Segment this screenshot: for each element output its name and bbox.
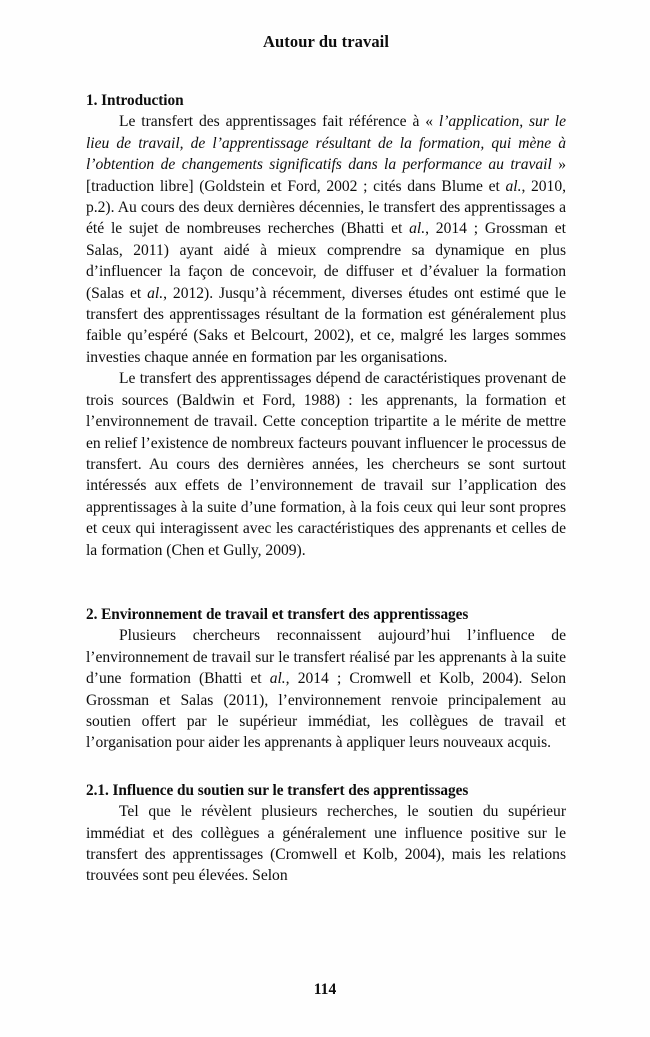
paragraph-intro-p2: Le transfert des apprentissages dépend de caractéristiques provenant de trois sources (Baldwin et Ford, 1988) : les apprenants, la formation et l’environnement de travail. Cette conception tripartite a le mérite de mettre en relief l’existence de nombreux facteurs pouvant influencer le processus de transfert. Au cours des dernières années, les chercheurs se sont surtout intéressés aux effets de l’environnement de travail sur l’application des apprentissages à la suite d’une formation, à la fois ceux qui leur sont propres et ceux qui interagissent avec les caractéristiques des apprenants et celles de la formation (Chen et Gully, 2009). [86,370,566,559]
paragraph-sec21-p1: Tel que le révèlent plusieurs recherches, le soutien du supérieur immédiat et des collègues a généralement une influence positive sur le transfert des apprentissages (Cromwell et Kolb, 2004), mais les relations trouvées sont peu élevées. Selon [86,803,566,885]
section-heading-influence-du-soutien: 2.1. Influence du soutien sur le transfert des apprentissages [86,781,469,799]
page-title: Autour du travail [262,32,390,51]
italic-run: al., [269,670,290,688]
italic-run: al. [409,220,426,238]
page-number: 114 [313,981,337,998]
italic-run: al. [147,284,164,302]
section-heading-introduction: 1. Introduction [86,92,184,109]
section-heading-environnement-de-travail: 2. Environnement de travail et transfert des apprentissages [86,605,469,623]
paragraph-intro-p1: Le transfert des apprentissages fait référence à « l’application, sur le lieu de travail, de l’apprentissage résultant de la formation, qui mène à l’obtention de changements significatifs dans la performance au travail » [traduction libre] (Goldstein et Ford, 2002 ; cités dans Blume et al., 2010, p.2). Au cours des deux dernières décennies, le transfert des apprentissages a été le sujet de nombreuses recherches (Bhatti et al., 2014 ; Grossman et Salas, 2011) ayant aidé à mieux comprendre sa dynamique en plus d’influencer la façon de concevoir, de diffuser et d’évaluer la formation (Salas et al., 2012). Jusqu’à récemment, diverses études ont estimé que le transfert des apprentissages résultant de la formation est généralement plus faible qu’espéré (Saks et Belcourt, 2002), et ce, malgré les larges sommes investies chaque année en formation par les organisations. [86,113,567,366]
page-content [86,0,566,887]
italic-run: l’application, sur le lieu de travail, de l’apprentissage résultant de la formation, qui mène à l’obtention de changements significatifs dans la performance au travail [86,113,566,174]
italic-run: al. [505,177,522,195]
paragraph-sec2-p1: Plusieurs chercheurs reconnaissent aujourd’hui l’influence de l’environnement de travail sur le transfert réalisé par les apprenants à la suite d’une formation (Bhatti et al., 2014 ; Cromwell et Kolb, 2004). Selon Grossman et Salas (2011), l’environnement renvoie principalement au soutien offert par le supérieur immédiat, les collègues de travail et l’organisation pour aider les apprenants à appliquer leurs nouveaux acquis. [86,627,566,752]
